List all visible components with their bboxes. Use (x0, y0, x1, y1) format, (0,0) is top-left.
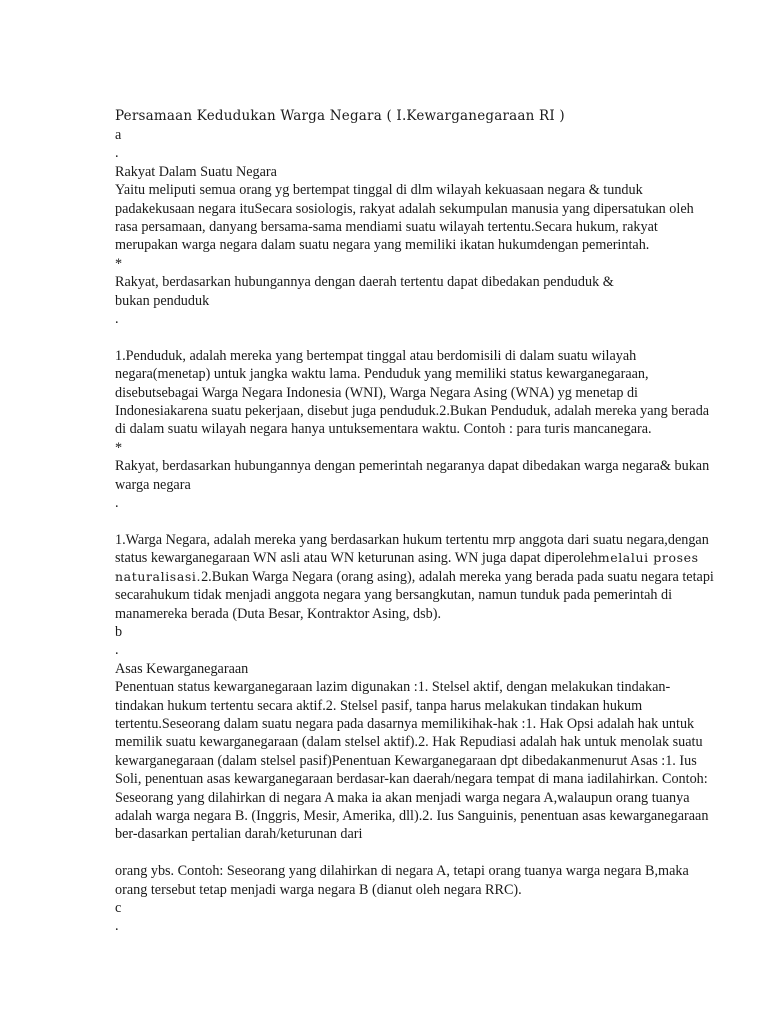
text-line: Soli, penentuan asas kewarganegaraan berdasar-kan daerah/negara tempat di mana iadilahirkan. Contoh: (115, 771, 708, 788)
text-line: tertentu.Seseorang dalam suatu negara pada dasarnya memilikihak-hak :1. Hak Opsi adalah hak untuk (115, 715, 695, 732)
text-line: b (115, 623, 123, 640)
alt-typeface-text: naturalisasi. (115, 568, 202, 584)
text-line: rasa persamaan, danyang bersama-sama mendiami suatu wilayah tertentu.Secara hukum, rakyat (115, 219, 658, 236)
text-line: status kewarganegaraan WN asli atau WN keturunan asing. WN juga dapat diperolehmelalui proses (115, 550, 699, 567)
text-line: bukan penduduk (115, 292, 210, 309)
text-line: Rakyat, berdasarkan hubungannya dengan pemerintah negaranya dapat dibedakan warga negara& bukan (115, 458, 710, 475)
text-line: Indonesiakarena suatu pekerjaan, disebut juga penduduk.2.Bukan Penduduk, adalah mereka yang berada (115, 403, 710, 420)
text-line: orang ybs. Contoh: Seseorang yang dilahirkan di negara A, tetapi orang tuanya warga negara B,maka (115, 863, 689, 880)
text-line: negara(menetap) untuk jangka waktu lama. Penduduk yang memiliki status kewarganegaraan, (115, 366, 649, 383)
text-line: Asas Kewarganegaraan (115, 660, 249, 677)
text-line: memilik suatu kewarganegaraan (dalam stelsel aktif).2. Hak Repudiasi adalah hak untuk menolak suatu (115, 734, 703, 751)
alt-typeface-text: melalui proses (597, 550, 699, 566)
document-title: Persamaan Kedudukan Warga Negara ( I.Kewarganegaraan RI ) (115, 108, 565, 124)
text-line: a (115, 127, 122, 143)
text-line: Penentuan status kewarganegaraan lazim digunakan :1. Stelsel aktif, dengan melakukan tindakan- (115, 679, 671, 696)
text-line: orang tersebut tetap menjadi warga negara B (dianut oleh negara RRC). (115, 881, 522, 898)
text-line: Yaitu meliputi semua orang yg bertempat tinggal di dlm wilayah kekuasaan negara & tunduk (115, 182, 643, 199)
text-line: Rakyat Dalam Suatu Negara (115, 163, 277, 180)
text-line: 1.Penduduk, adalah mereka yang bertempat tinggal atau berdomisili di dalam suatu wilayah (115, 347, 637, 364)
text-line: . (115, 918, 119, 935)
document-lines (115, 126, 714, 936)
text-line: Seseorang yang dilahirkan di negara A maka ia akan menjadi warga negara A,walaupun orang tuanya (115, 789, 690, 806)
blank-line (115, 328, 655, 346)
text-line: . (115, 642, 119, 659)
text-line: 1.Warga Negara, adalah mereka yang berdasarkan hukum tertentu mrp anggota dari suatu negara,dengan (115, 531, 709, 548)
document-body (115, 106, 714, 936)
blank-line (115, 513, 655, 531)
text-line: . (115, 495, 119, 512)
text-line: kewarganegaraan (dalam stelsel pasif)Penentuan Kewarganegaraan dpt dibedakanmenurut Asas :1. Ius (115, 752, 697, 769)
text-line: naturalisasi.2.Bukan Warga Negara (orang asing), adalah mereka yang berada pada suatu negara tetapi (115, 568, 714, 585)
text-line: * (115, 439, 123, 456)
text-line: . (115, 311, 119, 328)
text-line: di dalam suatu wilayah negara hanya untuksementara waktu. Contoh : para turis mancanegara. (115, 421, 652, 438)
text-line: adalah warga negara B. (Inggris, Mesir, Amerika, dll).2. Ius Sanguinis, penentuan asas kewarganegaraan (115, 808, 709, 824)
text-line: padakekusaan negara ituSecara sosiologis, rakyat adalah sekumpulan manusia yang dipersatukan oleh (115, 200, 694, 217)
text-line: c (115, 900, 122, 917)
text-line: Rakyat, berdasarkan hubungannya dengan daerah tertentu dapat dibedakan penduduk & (115, 274, 614, 291)
text-line: * (115, 255, 123, 272)
text-line: . (115, 145, 119, 162)
text-line: warga negara (115, 476, 191, 493)
text-line: merupakan warga negara dalam suatu negara yang memiliki ikatan hukumdengan pemerintah. (115, 237, 650, 254)
text-line: secarahukum tidak menjadi anggota negara yang bersangkutan, namun tunduk pada pemerintah di (115, 587, 673, 604)
blank-line (115, 844, 655, 862)
text-line: tindakan hukum tertentu secara aktif.2. Stelsel pasif, tanpa harus melakukan tindakan hukum (115, 697, 643, 714)
text-line: ber-dasarkan pertalian darah/keturunan dari (115, 826, 363, 843)
text-line: disebutsebagai Warga Negara Indonesia (WNI), Warga Negara Asing (WNA) yg menetap di (115, 384, 638, 401)
text-line: manamereka berada (Duta Besar, Kontraktor Asing, dsb). (115, 605, 442, 622)
